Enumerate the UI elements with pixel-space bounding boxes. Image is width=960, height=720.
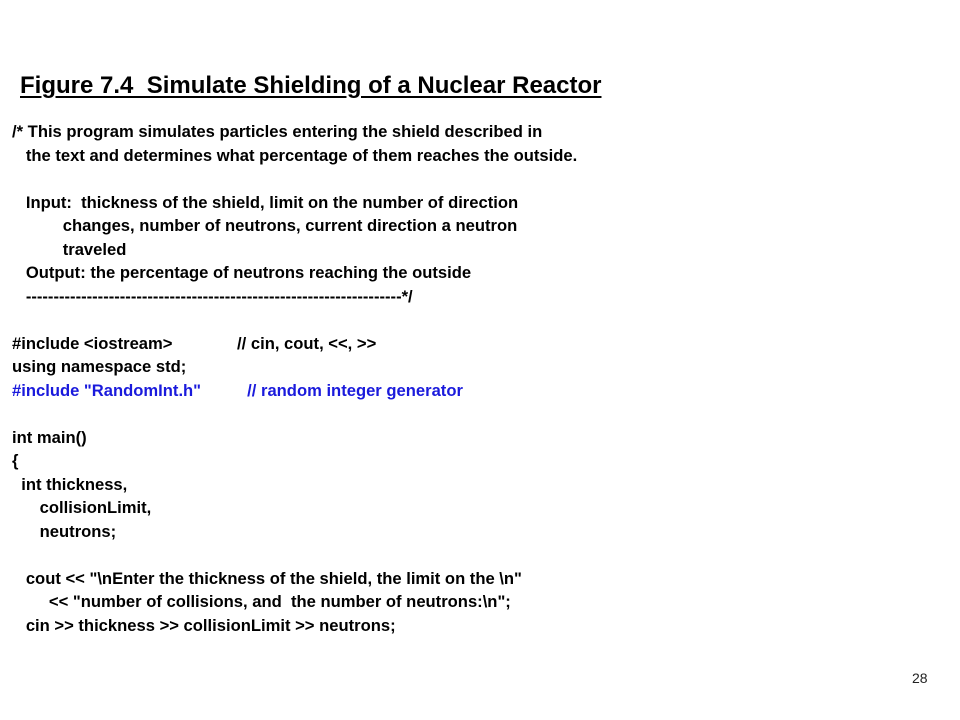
code-line bbox=[12, 308, 577, 332]
code-line: neutrons; bbox=[12, 521, 117, 541]
code-line: { bbox=[12, 451, 19, 470]
page-number: 28 bbox=[912, 670, 928, 686]
slide-title: Figure 7.4 Simulate Shielding of a Nuclear Reactor bbox=[20, 72, 602, 99]
code-line: Output: the percentage of neutrons reaching the outside bbox=[12, 263, 472, 282]
code-line: cin >> thickness >> collisionLimit >> neutrons; bbox=[12, 615, 396, 635]
code-line: int thickness, bbox=[12, 474, 128, 494]
code-line bbox=[12, 402, 577, 426]
code-line: cout << "\nEnter the thickness of the shield, the limit on the \n" bbox=[12, 568, 522, 588]
code-line: /* This program simulates particles entering the shield described in bbox=[12, 122, 543, 141]
code-line: collisionLimit, bbox=[12, 498, 152, 517]
code-line: traveled bbox=[12, 239, 127, 259]
code-line: changes, number of neutrons, current direction a neutron bbox=[12, 216, 518, 235]
code-line: Input: thickness of the shield, limit on the number of direction bbox=[12, 192, 519, 212]
code-line bbox=[12, 167, 577, 191]
code-line bbox=[12, 543, 577, 567]
code-listing bbox=[12, 120, 577, 637]
code-line: the text and determines what percentage of them reaches the outside. bbox=[12, 145, 578, 165]
code-line: #include "RandomInt.h" // random integer generator bbox=[12, 380, 463, 400]
code-line: int main() bbox=[12, 427, 87, 447]
code-line: using namespace std; bbox=[12, 357, 187, 376]
code-line: #include <iostream> // cin, cout, <<, >> bbox=[12, 333, 377, 353]
code-line: --------------------------------------------------------------------*/ bbox=[12, 286, 413, 306]
code-line: << "number of collisions, and the number of neutrons:\n"; bbox=[12, 592, 511, 611]
